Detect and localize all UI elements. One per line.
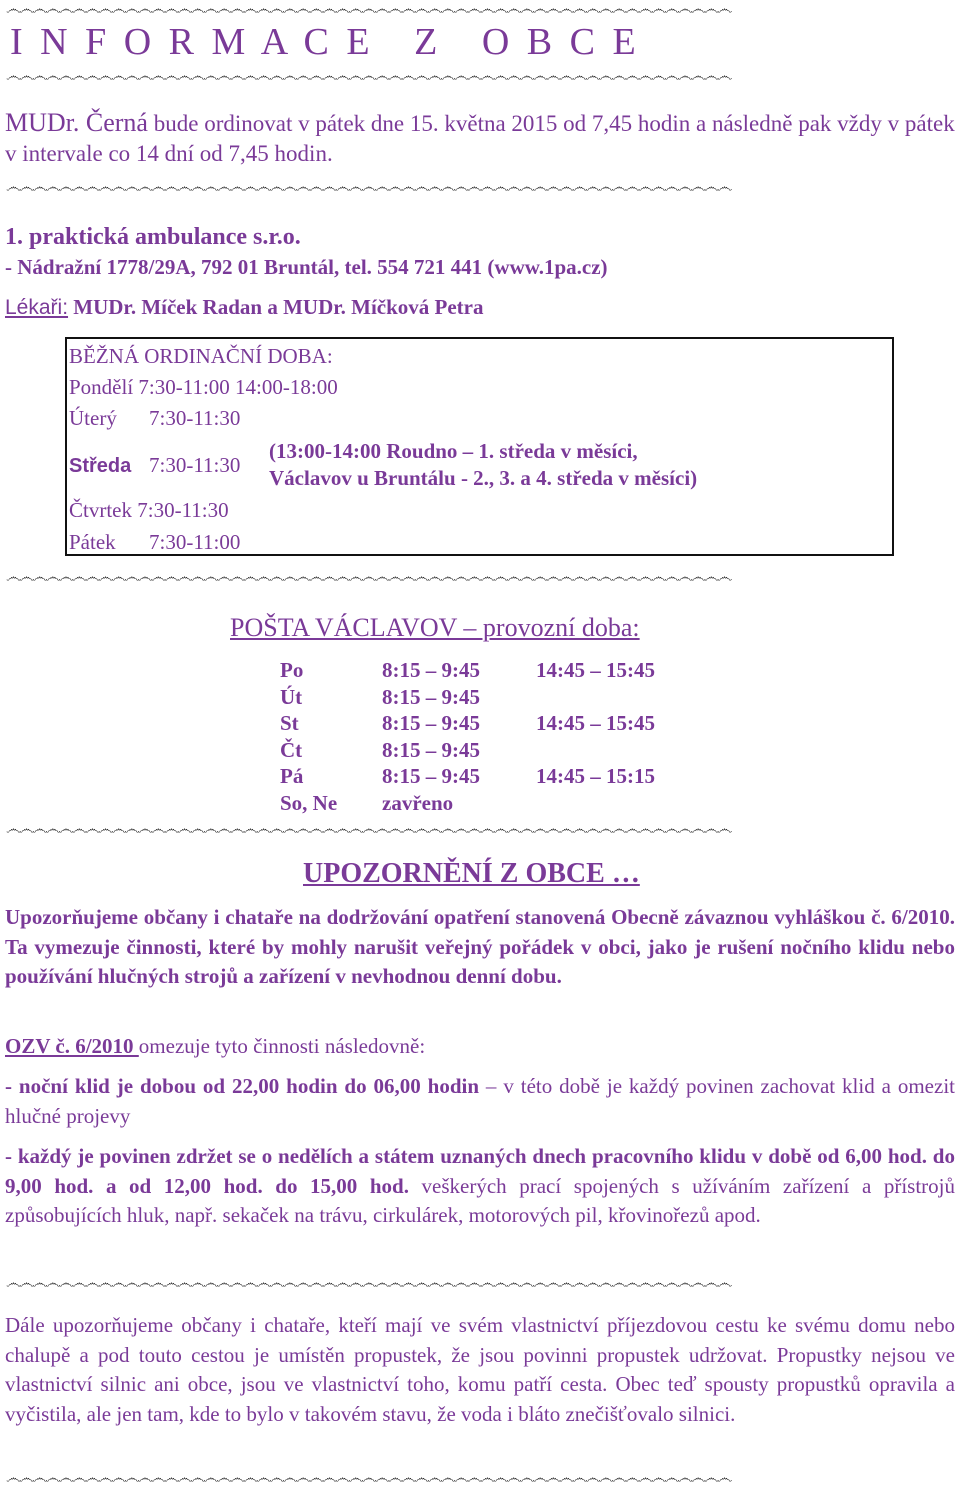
culvert-notice: Dále upozorňujeme občany i chataře, kteří mají ve svém vlastnictví příjezdovou cestu ke svému domu nebo chalupě a pod touto cestou je umístěn propustek, že jsou povinni propustek udržovat. Propustky nejsou ve vlastnictví silnic ani obce, jsou ve vlastnictví toho, komu patří cesta. Obec teď spousty propustků opravila a vyčistila, ale jen tam, kde to bylo v takovém stavu, že voda i bláto znečišťovalo silnici. bbox=[5, 1313, 955, 1426]
post-hours-morning: 8:15 – 9:45 bbox=[382, 658, 480, 682]
rule2-bold: - každý je povinen zdržet se o nedělích a státem uznaných dnech pracovního klidu v době od 6,00 hod. do 9,00 hod. a od 12,00 hod. do 15,00 hod. bbox=[5, 1144, 955, 1198]
post-hours-day: Pá bbox=[280, 764, 304, 789]
post-hours-afternoon: 14:45 – 15:45 bbox=[536, 711, 655, 736]
doctors-label: Lékaři: bbox=[5, 296, 69, 319]
doctor-notice bbox=[5, 108, 955, 169]
doctors-names: MUDr. Míček Radan a MUDr. Míčková Petra bbox=[68, 295, 484, 319]
post-office-heading: POŠTA VÁCLAVOV – provozní doba: bbox=[230, 613, 640, 642]
post-hours-day: Po bbox=[280, 658, 304, 682]
post-hours-day: Út bbox=[280, 684, 303, 709]
post-hours-afternoon: 14:45 – 15:15 bbox=[536, 764, 655, 789]
hours-tuesday-day: Úterý bbox=[69, 406, 117, 430]
hours-wednesday-note bbox=[269, 438, 697, 492]
ambulance-doctors bbox=[5, 293, 484, 322]
hours-wednesday-day: Středa bbox=[69, 455, 132, 477]
hours-friday bbox=[69, 529, 240, 555]
ornament-divider: ෴෴෴෴෴෴෴෴෴෴෴෴෴෴෴෴෴෴෴෴෴෴෴෴෴෴෴෴෴෴෴෴෴෴෴෴෴෴෴෴෴෴෴෴෴෴෴෴෴෴෴෴෴෴෴ bbox=[6, 69, 731, 85]
ozv-line bbox=[5, 1032, 955, 1062]
ozv-reference: OZV č. 6/2010 bbox=[5, 1034, 139, 1058]
office-hours-box bbox=[65, 337, 894, 556]
hours-wednesday-time: 7:30-11:30 bbox=[149, 453, 241, 477]
hours-tuesday bbox=[69, 405, 240, 431]
hours-tuesday-time: 7:30-11:30 bbox=[149, 406, 241, 430]
post-hours-morning: 8:15 – 9:45 bbox=[382, 764, 480, 789]
wednesday-note-line1: (13:00-14:00 Roudno – 1. středa v měsíci, bbox=[269, 439, 638, 463]
ozv-text: omezuje tyto činnosti následovně: bbox=[138, 1034, 426, 1058]
rule1-bold: - noční klid je dobou od 22,00 hodin do 06,00 hodin bbox=[5, 1074, 480, 1098]
ambulance-address: - Nádražní 1778/29A, 792 01 Bruntál, tel. 554 721 441 (www.1pa.cz) bbox=[5, 255, 608, 279]
rule2-rest: veškerých prací spojených s užíváním zařízení a přístrojů způsobujících hluk, např. sekaček na trávu, cirkulárek, motorových pil, křovinořezů apod. bbox=[5, 1173, 955, 1227]
post-hours-morning: 8:15 – 9:45 bbox=[382, 711, 480, 736]
rule-night-quiet bbox=[5, 1072, 955, 1131]
doctor-notice-text: bude ordinovat v pátek dne 15. května 2015 od 7,45 hodin a následně pak vždy v pátek v intervale co 14 dní od 7,45 hodin. bbox=[5, 111, 955, 166]
hours-title: BĚŽNÁ ORDINAČNÍ DOBA: bbox=[69, 344, 333, 368]
ambulance-name: 1. praktická ambulance s.r.o. bbox=[5, 224, 301, 250]
post-hours-day: Čt bbox=[280, 737, 303, 762]
ornament-divider: ෴෴෴෴෴෴෴෴෴෴෴෴෴෴෴෴෴෴෴෴෴෴෴෴෴෴෴෴෴෴෴෴෴෴෴෴෴෴෴෴෴෴෴෴෴෴෴෴෴෴෴෴෴෴෴ bbox=[6, 1471, 731, 1487]
post-hours-day: So, Ne bbox=[280, 790, 338, 815]
wednesday-note-line2: Václavov u Bruntálu - 2., 3. a 4. středa v měsíci) bbox=[269, 466, 698, 490]
hours-thursday: Čtvrtek 7:30-11:30 bbox=[69, 498, 229, 522]
post-hours-morning: 8:15 – 9:45 bbox=[382, 684, 480, 709]
ornament-divider: ෴෴෴෴෴෴෴෴෴෴෴෴෴෴෴෴෴෴෴෴෴෴෴෴෴෴෴෴෴෴෴෴෴෴෴෴෴෴෴෴෴෴෴෴෴෴෴෴෴෴෴෴෴෴෴ bbox=[6, 822, 731, 838]
ornament-divider: ෴෴෴෴෴෴෴෴෴෴෴෴෴෴෴෴෴෴෴෴෴෴෴෴෴෴෴෴෴෴෴෴෴෴෴෴෴෴෴෴෴෴෴෴෴෴෴෴෴෴෴෴෴෴෴ bbox=[6, 180, 731, 196]
ornament-divider: ෴෴෴෴෴෴෴෴෴෴෴෴෴෴෴෴෴෴෴෴෴෴෴෴෴෴෴෴෴෴෴෴෴෴෴෴෴෴෴෴෴෴෴෴෴෴෴෴෴෴෴෴෴෴෴ bbox=[6, 1276, 731, 1292]
post-hours-morning: zavřeno bbox=[382, 790, 454, 815]
page-title: I N F O R M A C E Z O B C E bbox=[10, 21, 640, 63]
rule-holiday-quiet bbox=[5, 1142, 955, 1231]
notice-intro: Upozorňujeme občany i chataře na dodržování opatření stanovená Obecně závaznou vyhláškou č. 6/2010. Ta vymezuje činnosti, které by mohly narušit veřejný pořádek v obci, jako je rušení nočního klidu nebo používání hlučných strojů a zařízení v nevhodnou denní dobu. bbox=[5, 905, 955, 988]
hours-friday-time: 7:30-11:00 bbox=[149, 530, 241, 554]
rule1-rest: – v této době je každý povinen zachovat klid a omezit hlučné projevy bbox=[5, 1074, 955, 1128]
notice-heading: UPOZORNĚNÍ Z OBCE … bbox=[303, 858, 640, 889]
post-hours-afternoon: 14:45 – 15:45 bbox=[536, 658, 655, 682]
post-hours-day: St bbox=[280, 711, 299, 736]
hours-friday-day: Pátek bbox=[69, 530, 116, 554]
hours-monday: Pondělí 7:30-11:00 14:00-18:00 bbox=[69, 375, 338, 399]
doctor-name: MUDr. Černá bbox=[5, 108, 148, 137]
ornament-divider: ෴෴෴෴෴෴෴෴෴෴෴෴෴෴෴෴෴෴෴෴෴෴෴෴෴෴෴෴෴෴෴෴෴෴෴෴෴෴෴෴෴෴෴෴෴෴෴෴෴෴෴෴෴෴෴ bbox=[6, 2, 731, 18]
hours-wednesday bbox=[69, 452, 240, 479]
ornament-divider: ෴෴෴෴෴෴෴෴෴෴෴෴෴෴෴෴෴෴෴෴෴෴෴෴෴෴෴෴෴෴෴෴෴෴෴෴෴෴෴෴෴෴෴෴෴෴෴෴෴෴෴෴෴෴෴ bbox=[6, 570, 731, 586]
post-hours-morning: 8:15 – 9:45 bbox=[382, 737, 480, 762]
